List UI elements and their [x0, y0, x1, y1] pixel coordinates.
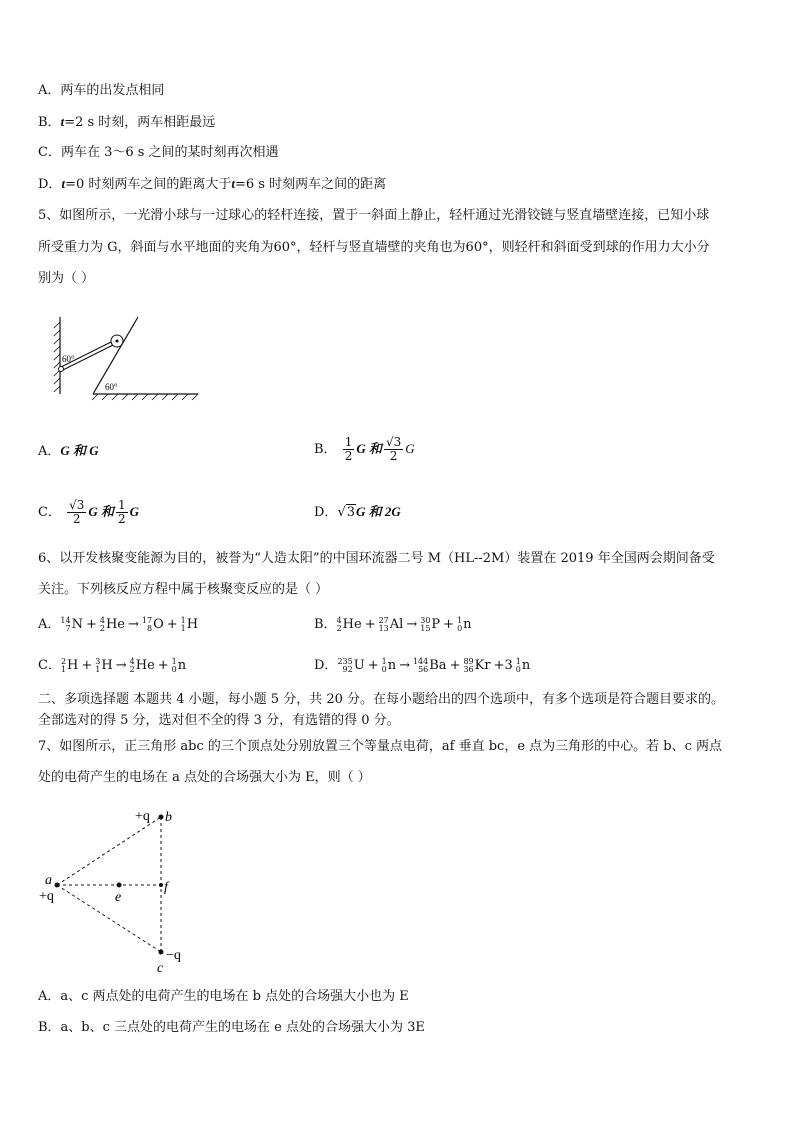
- isotope-numbers: [181, 617, 186, 633]
- fraction-denominator: 2: [389, 449, 398, 463]
- mass-number: 1: [515, 656, 521, 666]
- mass-number: 235: [337, 656, 353, 666]
- sqrt-sign: √: [337, 505, 346, 520]
- q7-stem-line1: 7、如图所示，正三角形 abc 的三个顶点处分别放置三个等量点电荷，af 垂直 bc，e 点为三角形的中心。若 b、c 两点: [38, 739, 723, 754]
- atomic-number: 8: [146, 623, 153, 633]
- isotope-numbers: [420, 617, 430, 633]
- element-symbol: Ba: [429, 658, 447, 673]
- q6-stem-line2: 关注。下列核反应方程中属于核聚变反应的是（ ）: [38, 582, 329, 597]
- equation-operator: +: [81, 658, 93, 673]
- angle-wall-label: 60°: [62, 354, 75, 364]
- mass-number: 1: [180, 615, 186, 625]
- q5-option-a: [38, 441, 99, 462]
- sqrt-radicand: 3: [346, 505, 356, 520]
- element-symbol: n: [463, 617, 472, 632]
- charge-c-label: −q: [166, 948, 181, 963]
- section2-line2: 全部选对的得 5 分，选对但不全的得 3 分，有选错的得 0 分。: [38, 713, 400, 728]
- atomic-number: 13: [378, 623, 389, 633]
- mass-number: 3: [95, 656, 101, 666]
- fraction-denominator: 2: [344, 449, 353, 463]
- point-c-label: c: [157, 961, 164, 976]
- q4-option-b: [38, 112, 215, 133]
- isotope-numbers: [337, 658, 352, 674]
- atomic-number: 15: [420, 623, 431, 633]
- element-symbol: Kr: [474, 658, 491, 673]
- equation-operator: →: [399, 658, 410, 673]
- element-symbol: P: [431, 617, 441, 632]
- element-symbol: N: [71, 617, 83, 632]
- atomic-number: 0: [171, 664, 177, 674]
- point-b-label: b: [165, 810, 172, 825]
- q7-stem-line2: 处的电荷产生的电场在 a 点处的合场强大小为 E，则（ ）: [38, 770, 371, 785]
- fraction-denominator: 2: [72, 512, 81, 526]
- q5-option-a-label: A．: [38, 444, 61, 459]
- q6-option-b-equation: [337, 617, 472, 632]
- angle-ground-label: 60°: [105, 382, 118, 392]
- atomic-number: 7: [65, 623, 71, 633]
- mass-number: 2: [60, 656, 67, 666]
- isotope-numbers: [61, 658, 66, 674]
- mass-number: 4: [336, 615, 342, 625]
- q4-option-d-mid: =0 时刻两车之间的距离大于: [65, 177, 232, 192]
- q4-option-d-label: D．: [38, 177, 62, 192]
- q5-option-d-label: D．: [314, 505, 338, 520]
- atomic-number: 1: [60, 664, 67, 674]
- fraction-numerator: 1: [344, 435, 353, 449]
- q4-option-d-var2: t: [231, 176, 235, 191]
- q4-option-a: A．两车的出发点相同: [38, 83, 165, 98]
- equation-operator: +: [364, 617, 376, 632]
- atomic-number: 2: [129, 664, 135, 674]
- point-e-label: e: [115, 890, 122, 905]
- isotope-numbers: [516, 658, 521, 674]
- element-symbol: n: [387, 658, 397, 673]
- q6-option-a-equation: [60, 617, 198, 632]
- charge-a-label: +q: [39, 889, 54, 904]
- q6-option-a: [38, 615, 198, 635]
- sqrt: [337, 503, 356, 523]
- q6-option-d-equation: [337, 658, 530, 673]
- q4-option-b-var: t: [60, 114, 65, 129]
- q5-option-d-text: G 和 2G: [356, 504, 401, 519]
- q7-figure: [35, 800, 195, 980]
- element-symbol: n: [521, 658, 531, 673]
- equation-operator: →: [115, 658, 127, 673]
- isotope-numbers: [172, 658, 177, 674]
- atomic-number: 0: [457, 623, 463, 633]
- atomic-number: 1: [95, 664, 101, 674]
- q6-option-b: [314, 615, 472, 635]
- element-symbol: He: [135, 658, 155, 673]
- equation-operator: →: [406, 617, 418, 632]
- q5-option-c-end: G: [129, 504, 140, 519]
- equation-operator: +: [157, 658, 169, 673]
- q4-option-b-text: =2 s 时刻，两车相距最远: [64, 115, 216, 130]
- mass-number: 1: [457, 615, 463, 625]
- point-a-label: a: [45, 873, 52, 888]
- mass-number: 4: [99, 615, 105, 625]
- isotope-numbers: [142, 617, 152, 633]
- fraction-denominator: 2: [118, 512, 126, 526]
- element-symbol: He: [342, 617, 362, 632]
- atomic-number: 36: [463, 664, 474, 674]
- atomic-number: 2: [99, 623, 105, 633]
- mass-number: 27: [378, 615, 389, 625]
- isotope-numbers: [382, 658, 387, 674]
- q4-option-d: [38, 174, 386, 195]
- isotope-numbers: [379, 617, 389, 633]
- equation-operator: +: [443, 617, 455, 632]
- q6-option-c-label: C．: [38, 658, 61, 673]
- q4-option-b-label: B．: [38, 115, 61, 130]
- isotope-numbers: [463, 658, 473, 674]
- element-symbol: H: [101, 658, 113, 673]
- q5-stem-line3: 别为（ ）: [38, 271, 95, 286]
- mass-number: 144: [412, 656, 429, 666]
- isotope-numbers: [100, 617, 105, 633]
- mass-number: 89: [463, 656, 474, 666]
- atomic-number: 1: [180, 623, 186, 633]
- isotope-numbers: [337, 617, 342, 633]
- q6-option-c: [38, 656, 186, 676]
- q6-stem-line1: 6、以开发核聚变能源为目的，被誉为“人造太阳”的中国环流器二号 M（HL--2M）装置在 2019 年全国两会期间备受: [38, 551, 715, 566]
- mass-number: 1: [381, 656, 387, 666]
- q6-option-a-label: A．: [38, 617, 61, 632]
- equation-operator: →: [127, 617, 139, 632]
- element-symbol: n: [177, 658, 187, 673]
- q5-option-b: [314, 429, 415, 470]
- isotope-numbers: [413, 658, 428, 674]
- q5-option-b-end: G: [405, 441, 415, 456]
- q5-figure: [50, 312, 210, 404]
- point-f-label: f: [164, 880, 168, 895]
- fraction-numerator: √3: [69, 498, 85, 512]
- q6-option-c-equation: [61, 658, 186, 673]
- element-symbol: He: [105, 617, 125, 632]
- atomic-number: 92: [342, 664, 353, 674]
- q5-option-c-label: C．: [38, 505, 61, 520]
- q4-option-d-var1: t: [61, 176, 66, 191]
- isotope-numbers: [60, 617, 70, 633]
- mass-number: 17: [141, 615, 153, 625]
- q4-option-c: C．两车在 3～6 s 之间的某时刻再次相遇: [38, 145, 279, 160]
- q7-option-a: A．a、c 两点处的电荷产生的电场在 b 点处的合场强大小也为 E: [38, 989, 409, 1004]
- fraction: [384, 436, 403, 463]
- equation-operator: +3: [493, 658, 513, 673]
- fraction-numerator: √3: [385, 435, 402, 449]
- q7-option-b: B．a、b、c 三点处的电荷产生的电场在 e 点处的合场强大小为 3E: [38, 1020, 425, 1035]
- isotope-numbers: [130, 658, 135, 674]
- mass-number: 14: [60, 615, 71, 625]
- q5-option-b-label: B．: [314, 442, 337, 457]
- element-symbol: H: [67, 658, 79, 673]
- equation-operator: +: [449, 658, 461, 673]
- fraction: [343, 436, 355, 463]
- element-symbol: Al: [389, 617, 404, 632]
- q6-option-b-label: B．: [314, 617, 337, 632]
- fraction: [67, 499, 86, 526]
- mass-number: 4: [129, 656, 135, 666]
- q5-option-c-mid: G 和: [88, 504, 115, 519]
- isotope-numbers: [457, 617, 462, 633]
- fraction: [116, 499, 128, 526]
- section2-line1: 二、多项选择题 本题共 4 小题，每小题 5 分，共 20 分。在每小题给出的四个选项中，有多个选项是符合题目要求的。: [38, 692, 725, 707]
- element-symbol: H: [186, 617, 199, 632]
- q5-option-d: [314, 502, 401, 523]
- isotope-numbers: [95, 658, 100, 674]
- atomic-number: 0: [381, 664, 387, 674]
- atomic-number: 0: [515, 664, 521, 674]
- element-symbol: U: [353, 658, 365, 673]
- element-symbol: O: [153, 617, 164, 632]
- mass-number: 1: [171, 656, 177, 666]
- equation-operator: +: [367, 658, 379, 673]
- q6-option-d: [314, 656, 530, 676]
- atomic-number: 2: [336, 623, 342, 633]
- q6-option-d-label: D．: [314, 658, 338, 673]
- q5-option-b-mid: G 和: [356, 441, 382, 456]
- equation-operator: +: [85, 617, 97, 632]
- charge-b-label: +q: [135, 809, 150, 824]
- q5-stem-line2: 所受重力为 G，斜面与水平地面的夹角为60°，轻杆与竖直墙壁的夹角也为60°，则轻杆和斜面受到球的作用力大小分: [38, 240, 710, 255]
- q5-option-c: [38, 492, 139, 533]
- q5-stem-line1: 5、如图所示，一光滑小球与一过球心的轻杆连接，置于一斜面上静止，轻杆通过光滑铰链与竖直墙壁连接，已知小球: [38, 208, 710, 223]
- equation-operator: +: [166, 617, 178, 632]
- q5-option-a-text: G 和 G: [60, 443, 99, 458]
- fraction-numerator: 1: [118, 498, 126, 512]
- q4-option-d-text: =6 s 时刻两车之间的距离: [234, 177, 387, 192]
- atomic-number: 56: [418, 664, 429, 674]
- mass-number: 30: [420, 615, 431, 625]
